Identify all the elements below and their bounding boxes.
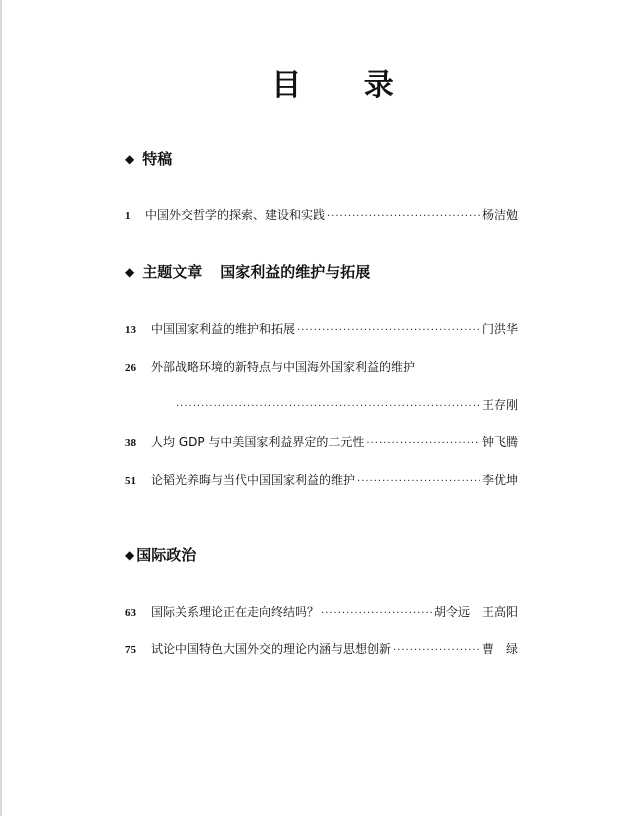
- dot-leader: [366, 438, 480, 449]
- page-number: 51: [125, 475, 136, 487]
- diamond-bullet-icon: ◆: [125, 264, 135, 279]
- toc-entry[interactable]: [125, 358, 518, 375]
- article-title: 人均 GDP 与中美国家利益界定的二元性: [151, 435, 365, 449]
- dot-leader: [327, 211, 480, 222]
- article-title: 国际关系理论正在走向终结吗？: [151, 605, 320, 619]
- dot-leader: [393, 645, 480, 656]
- section-label: 特稿: [142, 150, 173, 168]
- toc-entry[interactable]: [125, 603, 518, 620]
- dot-leader: [176, 401, 480, 412]
- article-author: 王存刚: [481, 398, 518, 412]
- toc-entry[interactable]: [125, 471, 518, 488]
- diamond-bullet-icon: ◆: [125, 547, 135, 562]
- section-heading-theme: [125, 261, 370, 282]
- section-sublabel: 国家利益的维护与拓展: [220, 263, 371, 281]
- article-title: 中国国家利益的维护和拓展: [151, 322, 296, 336]
- toc-entry[interactable]: [125, 433, 518, 450]
- article-author: 钟飞腾: [481, 435, 518, 449]
- page-title: 目 录: [271, 68, 420, 103]
- page-number: 1: [125, 210, 131, 222]
- page-number: 13: [125, 324, 136, 336]
- article-title: 中国外交哲学的探索、建设和实践: [145, 208, 326, 222]
- page-number: 26: [125, 362, 136, 374]
- dot-leader: [297, 325, 480, 336]
- section-heading-special: [125, 148, 172, 169]
- article-title: 试论中国特色大国外交的理论内涵与思想创新: [151, 642, 392, 656]
- toc-entry[interactable]: [125, 206, 518, 223]
- dot-leader: [321, 608, 432, 619]
- toc-entry-continuation[interactable]: [174, 396, 518, 413]
- section-label: 主题文章: [142, 263, 203, 281]
- diamond-bullet-icon: ◆: [125, 151, 135, 166]
- article-title: 论韬光养晦与当代中国国家利益的维护: [151, 473, 356, 487]
- article-title: 外部战略环境的新特点与中国海外国家利益的维护: [151, 360, 416, 374]
- article-author: 杨洁勉: [481, 208, 518, 222]
- toc-entry[interactable]: [125, 320, 518, 337]
- page-number: 38: [125, 437, 136, 449]
- toc-entry[interactable]: [125, 640, 518, 657]
- section-heading-intl-politics: [125, 544, 196, 565]
- page-number: 63: [125, 607, 136, 619]
- dot-leader: [357, 476, 480, 487]
- article-author: 胡令远 王高阳: [433, 605, 518, 619]
- section-label: 国际政治: [136, 546, 197, 564]
- page-number: 75: [125, 644, 136, 656]
- article-author: 门洪华: [481, 322, 518, 336]
- article-author: 曹 绿: [481, 642, 518, 656]
- article-author: 李优坤: [481, 473, 518, 487]
- page-edge: [0, 0, 2, 816]
